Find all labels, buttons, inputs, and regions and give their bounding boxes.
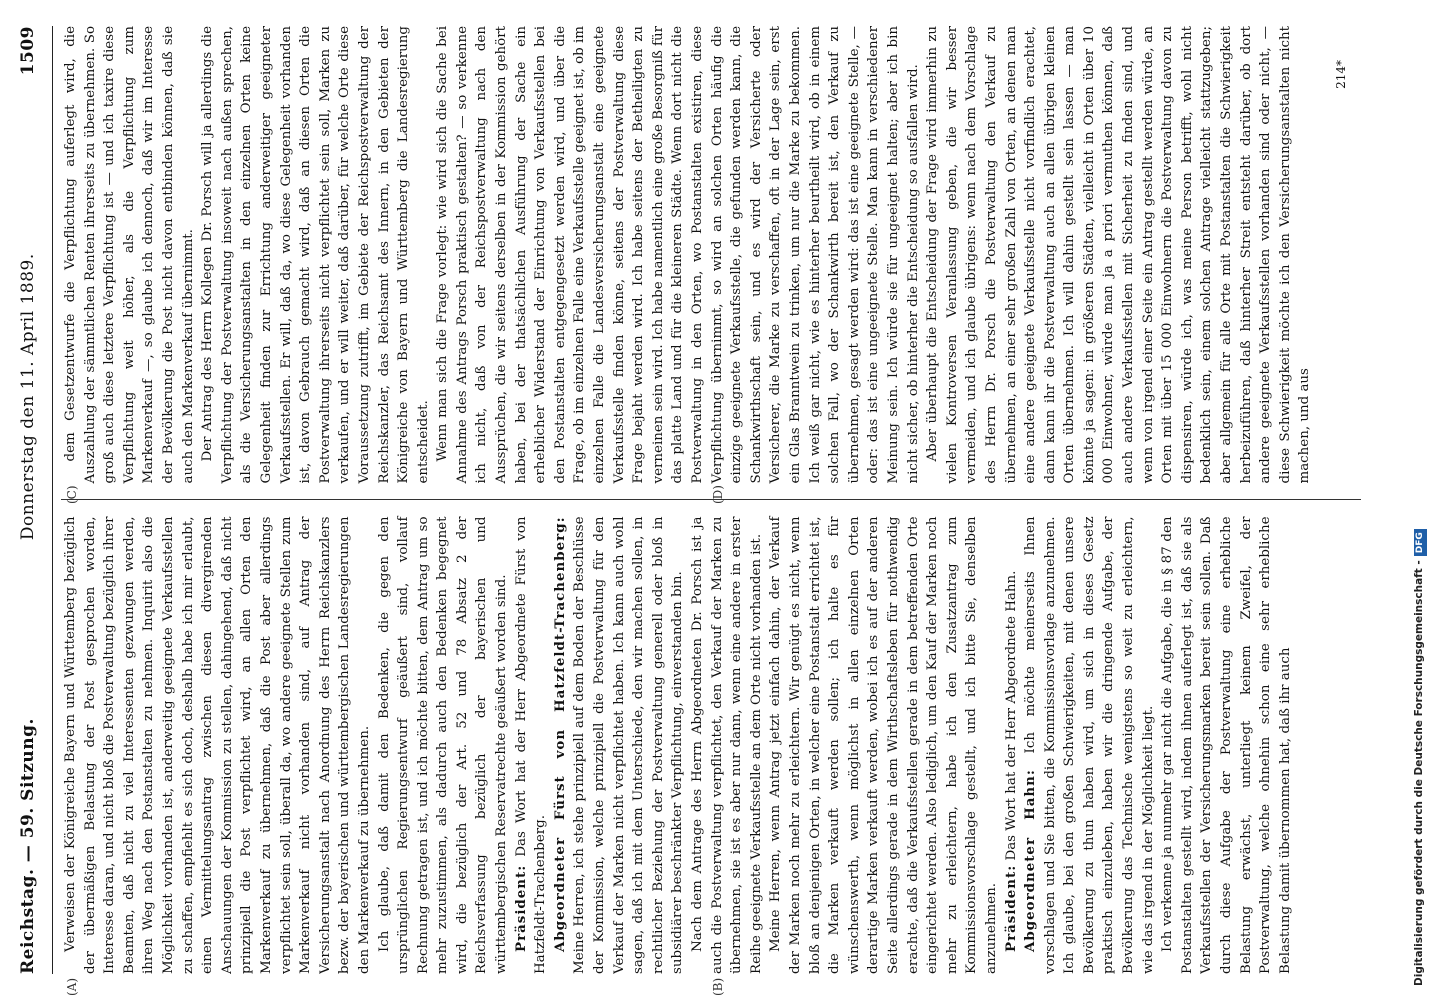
signature-mark: 214* (1334, 60, 1348, 89)
digitization-strip (1410, 0, 1428, 1000)
paragraph-text: Meine Herren, wenn Antrag jetzt einfach dahin, der Verkauf der Marken noch mehr zu erleichtern. Wir genügt es nicht, wenn bloß an denjenigen Orten, in welcher eine Postanstalt errichtet ist, die Marken verkauft werden sollen; ich halte es für wünschenswerth, wenn möglichst in allen einzelnen Orten derartige Marken verkauft werden, wobei ich es auf der anderen Seite allerdings gerade in dem Wirthschaftsleben für nothwendig erachte, daß die Verkaufsstellen gerade in dem betreffenden Orte eingerichtet werden. Also lediglich, um den Kauf der Marken noch mehr zu erleichtern, habe ich den Zusatzantrag zum Kommissionsvorschlage gestellt, und ich bitte Sie, denselben anzunehmen. (768, 516, 999, 974)
paragraph-text: Ich verkenne ja nunmehr gar nicht die Aufgabe, die in § 87 den Postanstalten gestellt wird, indem ihnen auferlegt ist, daß sie als Verkaufsstellen der Versicherungsmarken bereit sein sollen. Daß durch diese Aufgabe der Postverwaltung eine erhebliche Belastung erwächst, unterliegt keinem Zweifel, der Postverwaltung, welche ohnehin schon eine sehr erhebliche Belastung damit übernommen hat, daß ihr auch (1160, 516, 1293, 974)
speaker-name: Abgeordneter Hahn: (1022, 769, 1039, 952)
paragraph-text: Der Antrag des Herrn Kollegen Dr. Porsch will ja allerdings die Verpflichtung der Postverwaltung insoweit nach außen sprechen, als die Versicherungsanstalten in den einzelnen Orten keine Gelegenheit finden zur Errichtung anderweitiger geeigneter Verkaufsstellen. Er will, daß da, wo diese Gelegenheit vorhanden ist, davon Gebrauch gemacht wird, daß an diesen Orten die Postverwaltung ihrerseits nicht verpflichtet sein soll, Marken zu verkaufen, und er will weiter, daß darüber, für welche Orte diese Voraussetzung zutrifft, im Gebiete der Reichspostverwaltung der Reichskanzler, das Reichsamt des Innern, in den Gebieten der Königreiche von Bayern und Württemberg die Landesregierung entscheidet. (200, 25, 431, 484)
text-columns (61, 25, 1361, 996)
paragraph-text: Wenn man sich die Frage vorlegt: wie wird sich die Sache bei Annahme des Antrags Porsch praktisch gestalten? — so verkenne ich nicht, daß von der Reichspostverwaltung nach den Aussprüchen, die wir seitens derselben in der Kommission gehört haben, bei der thatsächlichen Ausführung der Sache ein erheblicher Widerstand der Einrichtung von Verkaufsstellen bei den Postanstalten entgegengesetzt werden wird, und über die Frage, ob im einzelnen Falle eine Verkaufsstelle geeignet ist, ob im einzelnen Falle die Landesversicherungsanstalt eine geeignete Verkaufsstelle finden könne, seitens der Postverwaltung diese Frage bejaht werden wird. Ich habe seitens der Betheiligten zu verneinen sein wird. Ich habe namentlich eine große Besorgniß für das platte Land und für die kleineren Städte. Wenn dort nicht die Postverwaltung in den Orten, wo Postanstalten existiren, diese Verpflichtung übernimmt, so wird an solchen Orten häufig die einzige geeignete Verkaufsstelle, die gefunden werden kann, die Schankwirthschaft sein, und es wird der Versicherte oder Versicherer, die Marke zu verschaffen, oft in der Lage sein, erst ein Glas Branntwein zu trinken, um nur die Marke zu bekommen. Ich weiß gar nicht, wie es hinterher beurtheilt wird, ob in einem solchen Fall, wo der Schankwirth bereit ist, den Verkauf zu übernehmen, gesagt werden wird: das ist eine geeignete Stelle, — oder: das ist eine ungeeignete Stelle. Man kann in verschiedener Meinung sein. Ich würde sie für ungeeignet halten; aber ich bin nicht sicher, ob hinterher die Entscheidung so ausfallen wird. (435, 25, 921, 484)
paragraph-text: Ich möchte meinerseits Ihnen vorschlagen und Sie bitten, die Kommissionsvorlage anzunehmen. Ich glaube, bei den großen Schwierigkeiten, mit denen unsere Bevölkerung zu thun haben wird, um sich in dieses Gesetz praktisch einzuleben, haben wir die dringende Aufgabe, der Bevölkerung das Technische wenigstens so weit zu erleichtern, wie das irgend in der Möglichkeit liegt. (1023, 516, 1156, 974)
speaker-name: Präsident: (1002, 864, 1019, 952)
paragraph-text: Ich glaube, daß damit den Bedenken, die gegen den ursprünglichen Regierungsentwurf geäußert sind, vollauf Rechnung getragen ist, und ich möchte bitten, dem Antrag um so mehr zuzustimmen, als dadurch auch den Bedenken begegnet wird, die bezüglich der Art. 52 und 78 Absatz 2 der Reichsverfassung bezüglich der bayerischen und württembergischen Reservatrechte geäußert worden sind. (376, 516, 510, 974)
left-column (61, 510, 1361, 974)
margin-label-c: (C) (65, 485, 79, 504)
paragraph-text: Das Wort hat der Herr Abgeordnete Hahn. (1003, 570, 1019, 861)
paragraph-text: dem Gesetzentwurfe die Verpflichtung auferlegt wird, die Auszahlung der sämmtlichen Renten ihrerseits zu übernehmen. So groß auch diese letztere Verpflichtung ist — und ich taxire diese Verpflichtung weit höher, als die Verpflichtung zum Markenverkauf —, so glaube ich dennoch, daß wir im Interesse der Bevölkerung die Post nicht davon entbinden können, daß sie auch den Markenverkauf übernimmt. (63, 25, 196, 484)
dfg-logo: DFG (1414, 529, 1427, 556)
margin-label-d: (D) (711, 485, 725, 504)
left-column-paragraph (551, 516, 688, 974)
right-column-paragraph (198, 26, 433, 484)
header-left: Reichstag. — 59. Sitzung. (18, 718, 38, 974)
digitization-text: Digitalisierung gefördert durch die Deutsche Forschungsgemeinschaft - (1413, 560, 1425, 986)
left-column-paragraph (512, 516, 551, 974)
right-column-paragraph (923, 26, 1315, 484)
left-column-paragraph (688, 516, 766, 974)
left-column-paragraph (1002, 516, 1022, 974)
right-column-paragraph (61, 26, 198, 484)
right-column (61, 26, 1361, 490)
right-column-paragraph (433, 26, 923, 484)
paragraph-text: Meine Herren, ich stehe prinzipiell auf dem Boden der Beschlüsse der Kommission, welche prinzipiell die Postverwaltung für den Verkauf der Marken nicht verpflichtet haben. Ich kann auch wohl sagen, daß ich mit dem Unterschiede, den wir machen sollen, in rechtlicher Beziehung der Postverwaltung generell oder bloß in subsidiärer beschränkter Verpflichtung, einverstanden bin. (572, 516, 686, 974)
digitization-notice (1410, 0, 1428, 1000)
left-column-paragraph (1158, 516, 1295, 974)
margin-label-a: (A) (65, 977, 79, 996)
speaker-name: Präsident: (512, 864, 529, 952)
paragraph-text: Verweisen der Königreiche Bayern und Württemberg bezüglich der übermäßigen Belastung der Post gesprochen worden, Interesse daran, und nicht bloß die Postverwaltung bezüglich ihrer Beamten, daß nicht zu viel Interessenten gezwungen werden, ihren Weg nach den Postanstalten zu nehmen. Inquirit also die Möglichkeit vorhanden ist, anderweitig geeignete Verkaufsstellen zu schaffen, empfiehlt es sich doch, deshalb habe ich mir erlaubt, einen Vermittelungsantrag zwischen diesen divergirenden Anschauungen der Kommission zu stellen, dahingehend, daß nicht prinzipiell die Post verpflichtet wird, an allen Orten den Markenverkauf zu übernehmen, daß die Post aber allerdings verpflichtet sein soll, überall da, wo andere geeignete Stellen zum Markenverkauf nicht vorhanden sind, auf Antrag der Versicherungsanstalt nach Anordnung des Herrn Reichskanzlers bezw. der bayerischen und württembergischen Landesregierungen den Markenverkauf zu übernehmen. (63, 516, 372, 974)
speaker-name: Abgeordneter Fürst von Hatzfeldt-Trachenberg: (551, 516, 568, 952)
left-column-paragraph (61, 516, 375, 974)
left-column-paragraph (375, 516, 512, 974)
running-head (18, 26, 53, 974)
margin-label-b: (B) (711, 977, 725, 996)
page-number: 1509 (18, 26, 38, 76)
paragraph-text: Aber überhaupt die Entscheidung der Frage wird immerhin zu vielen Kontroversen Veranlassung geben, die wir besser vermeiden, und ich glaube übrigens: wenn nach dem Vorschlage des Herrn Dr. Porsch die Postverwaltung den Verkauf zu übernehmen, an einer sehr großen Zahl von Orten, an denen man eine andere geeignete Verkaufsstelle nicht vorfindlich erachtet, dann kann ihr die Postverwaltung auch an allen übrigen kleinen Orten übernehmen. Ich will dahin gestellt sein lassen — man könnte ja sagen: in größeren Städten, vielleicht in Orten über 10 000 Einwohner, würde man ja a priori vermuthen können, daß auch andere Verkaufsstellen mit Sicherheit zu finden sind, und wenn von irgend einer Seite ein Antrag gestellt werden würde, an Orten mit über 15 000 Einwohnern die Postverwaltung davon zu dispensiren, würde ich, was meine Person betrifft, wohl nicht bedenklich sein, einem solchen Antrage vielleicht stattzugeben; aber allgemein für alle Orte mit Postanstalten die Schwierigkeit herbeizuführen, daß hinterher Streit entsteht darüber, ob dort andere geeignete Verkaufsstellen vorhanden sind oder nicht, — diese Schwierigkeit möchte ich den Versicherungsanstalten nicht machen, und aus (925, 25, 1313, 484)
paragraph-text: Das Wort hat der Herr Abgeordnete Fürst von Hatzfeldt-Trachenberg. (513, 516, 549, 974)
header-date: Donnerstag den 11. April 1889. (18, 253, 38, 541)
paragraph-text: Nach dem Antrage des Herrn Abgeordneten Dr. Porsch ist ja auch die Postverwaltung verpflichtet, den Verkauf der Marken zu übernehmen, sie ist es aber nur dann, wenn eine andere in erster Reihe geeignete Verkaufsstelle an dem Orte nicht vorhanden ist. (690, 516, 764, 974)
left-column-paragraph (1021, 516, 1158, 974)
left-column-paragraph (766, 516, 1001, 974)
